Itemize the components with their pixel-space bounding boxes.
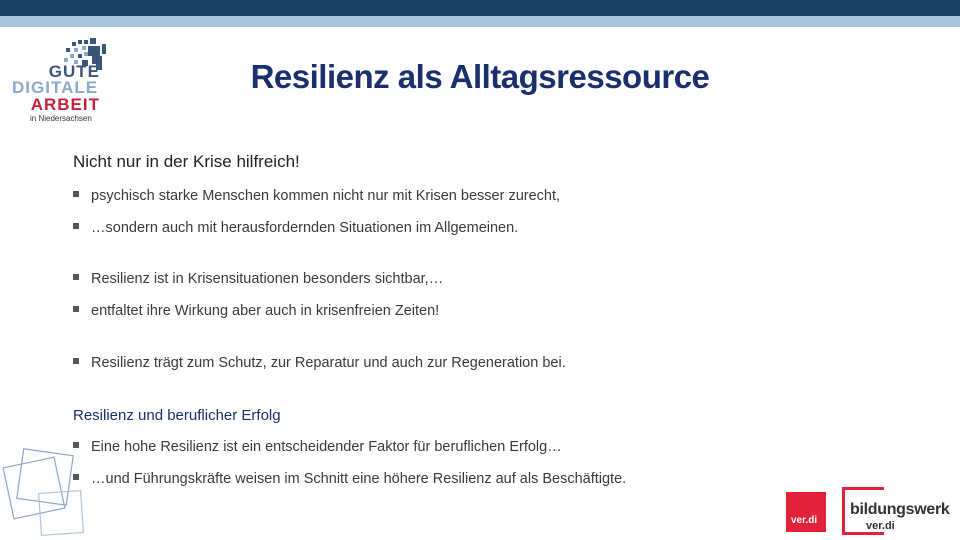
section-heading-crisis: Nicht nur in der Krise hilfreich!	[73, 152, 300, 171]
section-heading-career: Resilienz und beruflicher Erfolg	[73, 407, 281, 424]
slide-title: Resilienz als Alltagsressource	[250, 58, 710, 95]
bullet-text: Resilienz ist in Krisensituationen besonders sichtbar,…	[91, 271, 444, 287]
bullet-square-icon	[73, 191, 79, 197]
bullet-item	[73, 471, 626, 487]
top-bar	[0, 0, 960, 16]
verdi-logo-text: ver.di	[791, 515, 818, 526]
bullet-text: Eine hohe Resilienz ist ein entscheidender Faktor für beruflichen Erfolg…	[91, 439, 562, 455]
decorative-squares-icon	[0, 440, 100, 540]
bullet-text: psychisch starke Menschen kommen nicht nur mit Krisen besser zurecht,	[91, 188, 561, 204]
bullet-item	[73, 188, 560, 204]
logo-subtitle: in Niedersachsen	[30, 114, 92, 123]
logo-text-gute: GUTE	[48, 62, 100, 81]
bullet-square-icon	[73, 223, 79, 229]
bullet-text: …und Führungskräfte weisen im Schnitt eine höhere Resilienz auf als Beschäftigte.	[91, 471, 627, 487]
bullet-text: …sondern auch mit herausfordernden Situationen im Allgemeinen.	[91, 220, 519, 236]
bullet-text: Resilienz trägt zum Schutz, zur Reparatur und auch zur Regeneration bei.	[91, 355, 566, 371]
logo-text-arbeit: ARBEIT	[30, 95, 100, 114]
top-bar-accent	[0, 16, 960, 27]
bullet-item	[73, 303, 439, 319]
verdi-logo	[786, 492, 826, 532]
bullet-item	[73, 355, 566, 371]
bullet-item	[73, 220, 518, 236]
bildungswerk-sub: ver.di	[866, 520, 895, 532]
bildungswerk-logo	[842, 487, 954, 537]
bullet-item	[73, 271, 443, 287]
logo-text-digitale: DIGITALE	[12, 78, 99, 97]
bullet-text: entfaltet ihre Wirkung aber auch in krisenfreien Zeiten!	[91, 303, 440, 319]
bildungswerk-name: bildungswerk	[850, 501, 950, 518]
bullet-square-icon	[73, 306, 79, 312]
bullet-square-icon	[73, 358, 79, 364]
gute-digitale-arbeit-logo	[8, 38, 118, 126]
bullet-item	[73, 439, 562, 455]
bullet-square-icon	[73, 274, 79, 280]
